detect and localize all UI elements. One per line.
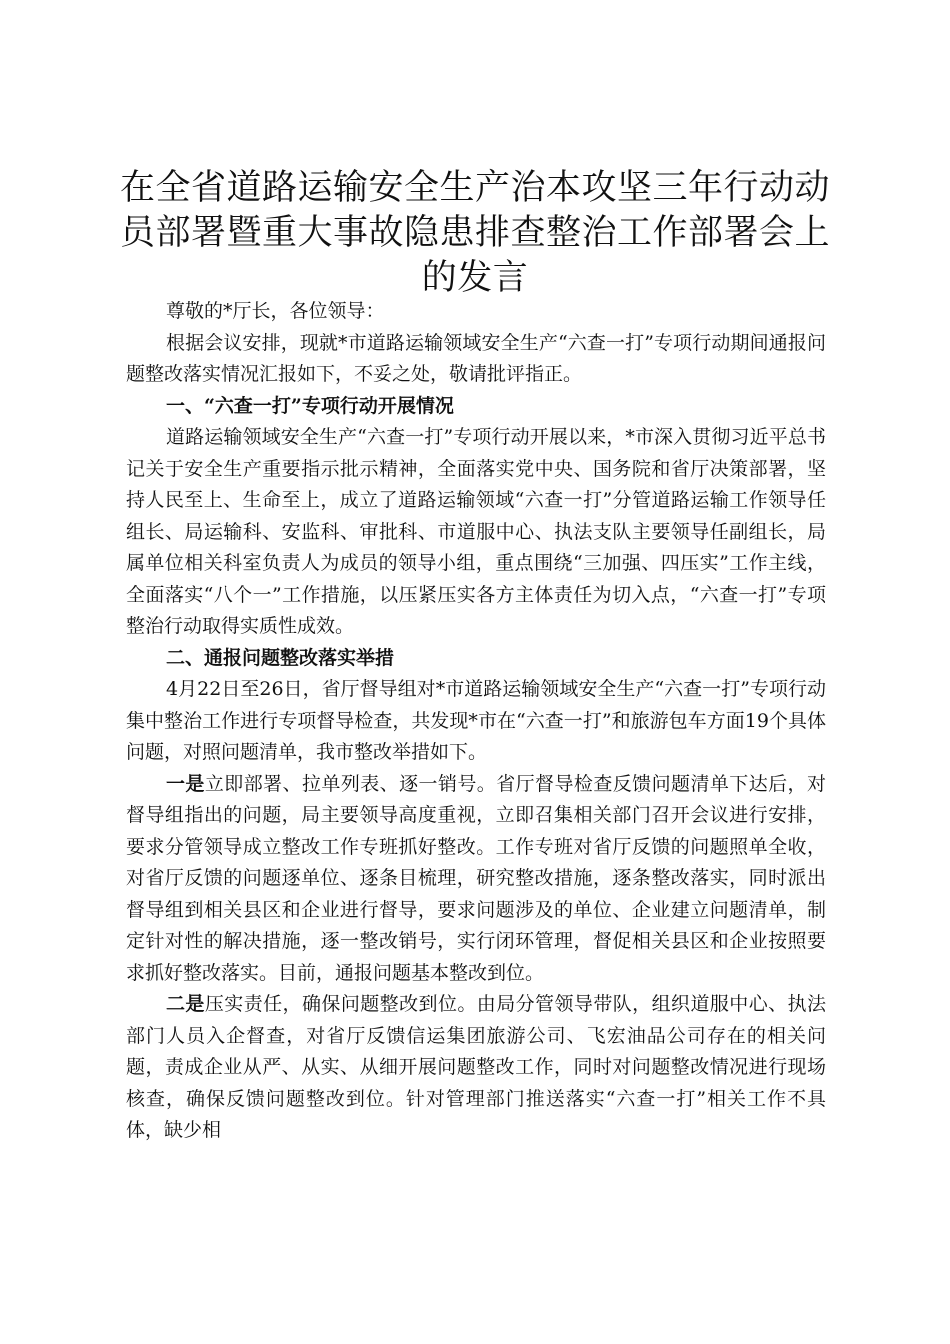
item-2-paragraph: [126, 989, 826, 1147]
section-1-paragraph: 道路运输领域安全生产“六查一打”专项行动开展以来，*市深入贯彻习近平总书记关于安全生产重要指示批示精神，全面落实党中央、国务院和省厅决策部署，坚持人民至上、生命至上，成立了道路运输领域“六查一打”分管道路运输工作领导任组长、局运输科、安监科、审批科、市道服中心、执法支队主要领导任副组长，局属单位相关科室负责人为成员的领导小组，重点围绕“三加强、四压实”工作主线，全面落实“八个一”工作措施，以压紧压实各方主体责任为切入点，“六查一打”专项整治行动取得实质性成效。: [126, 426, 826, 637]
item-1-text: 立即部署、拉单列表、逐一销号。省厅督导检查反馈问题清单下达后，对督导组指出的问题，局主要领导高度重视，立即召集相关部门召开会议进行安排，要求分管领导成立整改工作专班抓好整改。工作专班对省厅反馈的问题照单全收，对省厅反馈的问题逐单位、逐条目梳理，研究整改措施，逐条整改落实，同时派出督导组到相关县区和企业进行督导，要求问题涉及的单位、企业建立问题清单，制定针对性的解决措施，逐一整改销号，实行闭环管理，督促相关县区和企业按照要求抓好整改落实。目前，通报问题基本整改到位。: [126, 772, 826, 984]
item-2-lead: 二是: [166, 993, 205, 1015]
item-1-paragraph: [126, 769, 826, 990]
item-1-lead: 一是: [166, 772, 205, 795]
section-2-paragraph: 4月22日至26日，省厅督导组对*市道路运输领域安全生产“六查一打”专项行动集中整治工作进行专项督导检查，共发现*市在“六查一打”和旅游包车方面19个具体问题，对照问题清单，我市整改举措如下。: [126, 678, 826, 763]
section-heading-2: 二、通报问题整改落实举措: [166, 646, 395, 669]
document-title: 在全省道路运输安全生产治本攻坚三年行动动员部署暨重大事故隐患排查整治工作部署会上的发言: [119, 168, 830, 298]
section-heading-1: 一、“六查一打”专项行动开展情况: [166, 394, 454, 417]
salutation: 尊敬的*厅长，各位领导：: [166, 300, 385, 322]
item-2-text: 压实责任，确保问题整改到位。由局分管领导带队，组织道服中心、执法部门人员入企督查，对省厅反馈信运集团旅游公司、飞宏油品公司存在的相关问题，责成企业从严、从实、从细开展问题整改工作，同时对问题整改情况进行现场核查，确保反馈问题整改到位。针对管理部门推送落实“六查一打”相关工作不具体，缺少相: [126, 993, 826, 1141]
document-body: [126, 296, 826, 1147]
intro-paragraph: 根据会议安排，现就*市道路运输领域安全生产“六查一打”专项行动期间通报问题整改落实情况汇报如下，不妥之处，敬请批评指正。: [126, 331, 826, 385]
